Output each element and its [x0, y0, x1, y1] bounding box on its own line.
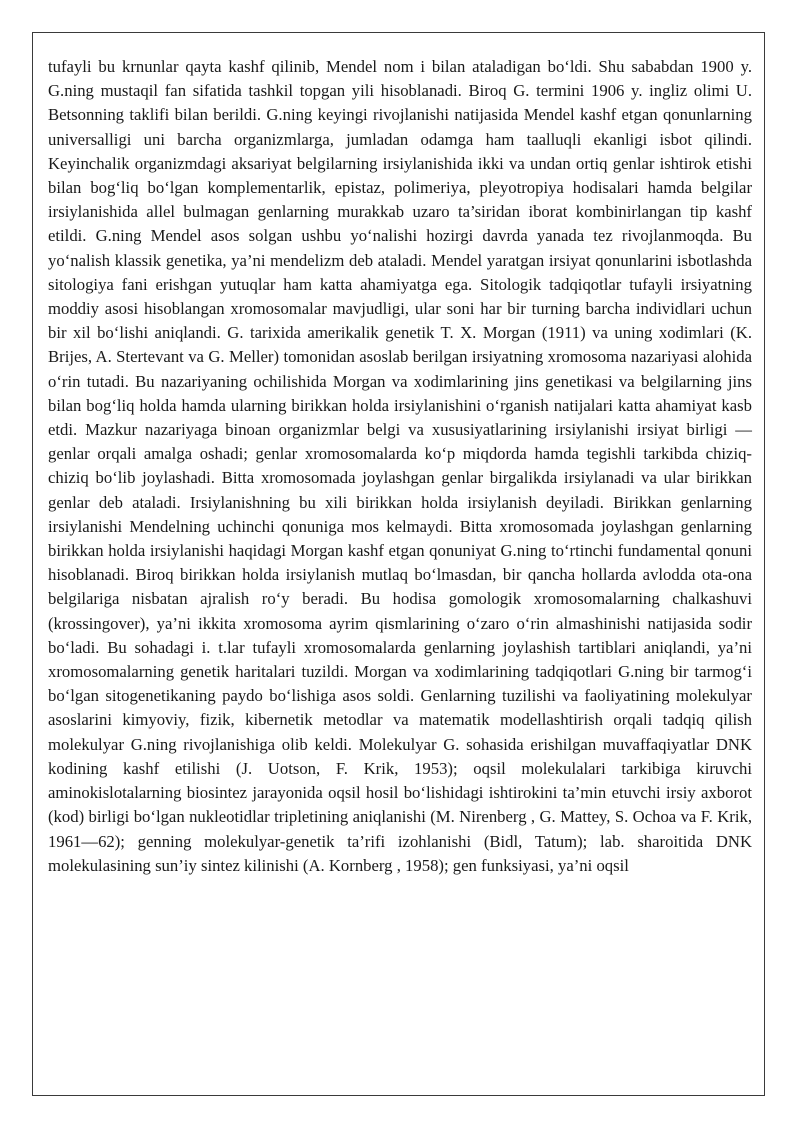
- body-paragraph: tufayli bu krnunlar qayta kashf qilinib, Mendel nom i bilan ataladigan bo‘ldi. Shu sababdan 1900 y. G.ning mustaqil fan sifatida tashkil topgan yili hisoblanadi. Biroq G. termini 1906 y. ingliz olimi U. Betsonning taklifi bilan berildi. G.ning keyingi rivojlanishi natijasida Mendel kashf etgan qonunlarning universalligi uni barcha organizmlarga, jumladan odamga ham taalluqli ekanligi isbot qilindi. Keyinchalik organizmdagi aksariyat belgilarning irsiylanishida ikki va undan ortiq genlar ishtirok etishi bilan bog‘liq bo‘lgan komplementarlik, epistaz, polimeriya, pleyotropiya hodisalari hamda belgilar irsiylanishida allel bulmagan genlarning murakkab uzaro ta’siridan iborat kombinirlangan tip kashf etildi. G.ning Mendel asos solgan ushbu yo‘nalishi hozirgi davrda yanada tez rivojlanmoqda. Bu yo‘nalish klassik genetika, ya’ni mendelizm deb ataladi. Mendel yaratgan irsiyat qonunlarini isbotlashda sitologiya fani erishgan yutuqlar ham katta ahamiyatga ega. Sitologik tadqiqotlar tufayli irsiyatning moddiy asosi hisoblangan xromosomalar mavjudligi, ular soni har bir turning barcha individlari uchun bir xil bo‘lishi aniqlandi. G. tarixida amerikalik genetik T. X. Morgan (1911) va uning xodimlari (K. Brijes, A. Stertevant va G. Meller) tomonidan asoslab berilgan irsiyatning xromosoma nazariyasi alohida o‘rin tutadi. Bu nazariyaning ochilishida Morgan va xodimlarining jins genetikasi va belgilarning jins bilan bog‘liq holda hamda ularning birikkan holda irsiylanishini o‘rganish natijalari katta ahamiyat kasb etdi. Mazkur nazariyaga binoan organizmlar belgi va xususiyatlarining irsiylanishi irsiyat birligi — genlar orqali amalga oshadi; genlar xromosomalarda ko‘p miqdorda hamda tegishli tarkibda chiziq-chiziq bo‘lib joylashadi. Bitta xromosomada joylashgan genlar birgalikda irsiylanadi va ular birikkan genlar deb ataladi. Irsiylanishning bu xili birikkan holda irsiylanish deyiladi. Birikkan genlarning irsiylanishi Mendelning uchinchi qonuniga mos kelmaydi. Bitta xromosomada joylashgan genlarning birikkan holda irsiylanishi haqidagi Morgan kashf etgan qonuniyat G.ning to‘rtinchi fundamental qonuni hisoblanadi. Biroq birikkan holda irsiylanish mutlaq bo‘lmasdan, bir qancha hollarda avlodda ota-ona belgilariga nisbatan ajralish ro‘y beradi. Bu hodisa gomologik xromosomalarning chalkashuvi (krossingover), ya’ni ikkita xromosoma ayrim qismlarining o‘zaro o‘rin almashinishi natijasida sodir bo‘ladi. Bu sohadagi i. t.lar tufayli xromosomalarda genlarning joylashish tartiblari aniqlandi, ya’ni xromosomalarning genetik haritalari tuzildi. Morgan va xodimlarining tadqiqotlari G.ning bir tarmog‘i bo‘lgan sitogenetikaning paydo bo‘lishiga asos soldi. Genlarning tuzilishi va faoliyatining molekulyar asoslarini kimyoviy, fizik, kibernetik metodlar va matematik modellashtirish orqali tadqiq qilish molekulyar G.ning rivojlanishiga olib keldi. Molekulyar G. sohasida erishilgan muvaffaqiyatlar DNK kodining kashf etilishi (J. Uotson, F. Krik, 1953); oqsil molekulalari tarkibiga kiruvchi aminokislotalarning biosintez jarayonida oqsil hosil bo‘lishidagi ishtirokini ta’min etuvchi irsiy axborot (kod) birligi bo‘lgan nukleotidlar tripletining aniqlanishi (M. Nirenberg , G. Mattey, S. Ochoa va F. Krik, 1961—62); genning molekulyar-genetik ta’rifi izohlanishi (Bidl, Tatum); lab. sharoitida DNK molekulasining sun’iy sintez kilinishi (A. Kornberg , 1958); gen funksiyasi, ya’ni oqsil: [48, 57, 752, 875]
